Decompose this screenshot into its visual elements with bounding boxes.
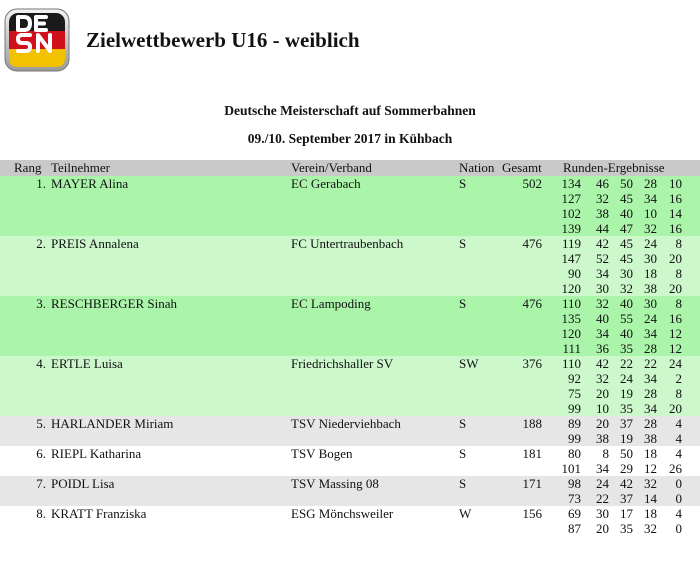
participant-cell: KRATT Franziska	[51, 506, 147, 521]
results-table	[0, 160, 700, 536]
round-score-cell: 40	[620, 326, 633, 341]
round-score-cell: 32	[644, 221, 657, 236]
round-score-cell: 8	[675, 266, 682, 281]
total-cell: 376	[522, 356, 542, 371]
round-line	[0, 341, 700, 356]
round-score-cell: 42	[596, 356, 609, 371]
round-score-cell: 30	[644, 296, 657, 311]
round-score-cell: 20	[596, 416, 609, 431]
round-score-cell: 139	[561, 221, 581, 236]
table-row	[0, 446, 700, 476]
round-line	[0, 251, 700, 266]
total-cell: 502	[522, 176, 542, 191]
round-line	[0, 326, 700, 341]
round-score-cell: 45	[620, 251, 633, 266]
round-score-cell: 18	[644, 506, 657, 521]
round-score-cell: 37	[620, 416, 633, 431]
round-score-cell: 16	[669, 311, 682, 326]
round-score-cell: 24	[644, 311, 657, 326]
nation-cell: SW	[459, 356, 479, 371]
event-date-place: 09./10. September 2017 in Kühbach	[247, 131, 453, 146]
nation-cell: W	[459, 506, 472, 521]
round-score-cell: 20	[669, 401, 682, 416]
round-score-cell: 4	[675, 431, 682, 446]
round-score-cell: 127	[561, 191, 581, 206]
page-header	[0, 0, 700, 80]
round-score-cell: 10	[644, 206, 657, 221]
round-score-cell: 102	[561, 206, 581, 221]
club-cell: Friedrichshaller SV	[291, 356, 394, 371]
round-score-cell: 32	[620, 281, 633, 296]
total-cell: 181	[522, 446, 542, 461]
round-score-cell: 45	[620, 236, 633, 251]
round-score-cell: 20	[669, 251, 682, 266]
round-score-cell: 32	[644, 521, 657, 536]
round-line	[0, 176, 700, 191]
round-score-cell: 32	[596, 191, 609, 206]
round-score-cell: 34	[596, 266, 609, 281]
round-line	[0, 236, 700, 251]
round-score-cell: 101	[561, 461, 581, 476]
round-score-cell: 22	[596, 491, 609, 506]
round-score-cell: 34	[644, 326, 657, 341]
round-score-cell: 22	[620, 356, 633, 371]
round-score-cell: 38	[596, 431, 609, 446]
table-row	[0, 476, 700, 506]
round-score-cell: 18	[644, 446, 657, 461]
desn-logo	[4, 8, 70, 72]
round-score-cell: 80	[568, 446, 581, 461]
round-score-cell: 42	[620, 476, 633, 491]
rank-cell: 3.	[36, 296, 46, 311]
round-line	[0, 446, 700, 461]
round-score-cell: 20	[596, 386, 609, 401]
round-score-cell: 12	[669, 326, 682, 341]
round-score-cell: 4	[675, 416, 682, 431]
club-cell: ESG Mönchsweiler	[291, 506, 394, 521]
round-line	[0, 296, 700, 311]
round-score-cell: 92	[568, 371, 581, 386]
participant-cell: PREIS Annalena	[51, 236, 139, 251]
round-score-cell: 135	[561, 311, 581, 326]
round-line	[0, 206, 700, 221]
table-header	[0, 160, 700, 176]
round-score-cell: 35	[620, 401, 633, 416]
round-line	[0, 461, 700, 476]
participant-cell: ERTLE Luisa	[51, 356, 123, 371]
round-score-cell: 110	[561, 356, 581, 371]
round-score-cell: 110	[561, 296, 581, 311]
column-header-nation: Nation	[459, 160, 495, 175]
round-line	[0, 281, 700, 296]
round-score-cell: 40	[620, 206, 633, 221]
round-score-cell: 98	[568, 476, 581, 491]
round-score-cell: 20	[596, 521, 609, 536]
round-score-cell: 50	[620, 446, 633, 461]
participant-cell: HARLANDER Miriam	[51, 416, 174, 431]
total-cell: 171	[522, 476, 542, 491]
round-score-cell: 26	[669, 461, 682, 476]
round-score-cell: 99	[568, 401, 581, 416]
column-header-total: Gesamt	[502, 160, 542, 175]
nation-cell: S	[459, 476, 467, 491]
round-score-cell: 8	[602, 446, 609, 461]
round-score-cell: 30	[620, 266, 633, 281]
table-row	[0, 176, 700, 236]
round-score-cell: 42	[596, 236, 609, 251]
table-row	[0, 236, 700, 296]
club-cell: EC Lampoding	[291, 296, 371, 311]
rank-cell: 5.	[36, 416, 46, 431]
total-cell: 476	[522, 296, 542, 311]
round-score-cell: 12	[669, 341, 682, 356]
column-header-rounds: Runden-Ergebnisse	[563, 160, 665, 175]
club-cell: TSV Niederviehbach	[291, 416, 401, 431]
round-line	[0, 311, 700, 326]
rank-cell: 1.	[36, 176, 46, 191]
round-score-cell: 18	[644, 266, 657, 281]
round-line	[0, 491, 700, 506]
round-score-cell: 10	[669, 176, 682, 191]
round-score-cell: 28	[644, 416, 657, 431]
page-title: Zielwettbewerb U16 - weiblich	[86, 28, 360, 52]
round-score-cell: 24	[596, 476, 609, 491]
round-score-cell: 36	[596, 341, 609, 356]
round-score-cell: 37	[620, 491, 633, 506]
round-score-cell: 34	[596, 461, 609, 476]
round-score-cell: 24	[669, 356, 682, 371]
participant-cell: POIDL Lisa	[51, 476, 115, 491]
round-score-cell: 17	[620, 506, 633, 521]
round-line	[0, 401, 700, 416]
round-score-cell: 111	[562, 341, 581, 356]
round-score-cell: 16	[669, 191, 682, 206]
round-score-cell: 52	[596, 251, 609, 266]
round-line	[0, 266, 700, 281]
round-score-cell: 32	[596, 371, 609, 386]
round-score-cell: 14	[669, 206, 682, 221]
round-score-cell: 46	[596, 176, 609, 191]
round-score-cell: 0	[675, 521, 682, 536]
round-score-cell: 120	[561, 326, 581, 341]
nation-cell: S	[459, 176, 467, 191]
participant-cell: RIEPL Katharina	[51, 446, 142, 461]
event-name: Deutsche Meisterschaft auf Sommerbahnen	[224, 103, 476, 118]
round-score-cell: 8	[675, 296, 682, 311]
club-cell: TSV Bogen	[291, 446, 353, 461]
round-score-cell: 30	[644, 251, 657, 266]
round-score-cell: 0	[675, 491, 682, 506]
round-score-cell: 28	[644, 386, 657, 401]
table-row	[0, 296, 700, 356]
round-score-cell: 0	[675, 476, 682, 491]
round-score-cell: 35	[620, 341, 633, 356]
round-score-cell: 28	[644, 176, 657, 191]
nation-cell: S	[459, 416, 467, 431]
round-line	[0, 356, 700, 371]
table-body	[0, 176, 700, 536]
round-score-cell: 69	[568, 506, 581, 521]
round-score-cell: 34	[596, 326, 609, 341]
round-score-cell: 8	[675, 236, 682, 251]
round-score-cell: 47	[620, 221, 633, 236]
round-score-cell: 119	[561, 236, 581, 251]
club-cell: EC Gerabach	[291, 176, 361, 191]
total-cell: 156	[522, 506, 542, 521]
round-score-cell: 147	[561, 251, 581, 266]
table-row	[0, 416, 700, 446]
round-line	[0, 506, 700, 521]
participant-cell: RESCHBERGER Sinah	[51, 296, 178, 311]
round-score-cell: 22	[644, 356, 657, 371]
round-score-cell: 40	[596, 311, 609, 326]
total-cell: 188	[522, 416, 542, 431]
round-score-cell: 32	[644, 476, 657, 491]
round-score-cell: 19	[620, 431, 633, 446]
round-score-cell: 55	[620, 311, 633, 326]
round-score-cell: 87	[568, 521, 581, 536]
round-score-cell: 30	[596, 281, 609, 296]
round-score-cell: 4	[675, 506, 682, 521]
round-score-cell: 16	[669, 221, 682, 236]
club-cell: FC Untertraubenbach	[291, 236, 404, 251]
round-score-cell: 34	[644, 401, 657, 416]
round-line	[0, 521, 700, 536]
round-score-cell: 29	[620, 461, 633, 476]
round-score-cell: 24	[620, 371, 633, 386]
round-line	[0, 386, 700, 401]
desn-logo-icon	[4, 8, 70, 72]
round-line	[0, 431, 700, 446]
round-score-cell: 40	[620, 296, 633, 311]
column-header-participant: Teilnehmer	[51, 160, 111, 175]
nation-cell: S	[459, 296, 467, 311]
round-score-cell: 12	[644, 461, 657, 476]
round-line	[0, 371, 700, 386]
round-score-cell: 120	[561, 281, 581, 296]
round-score-cell: 38	[596, 206, 609, 221]
round-score-cell: 73	[568, 491, 581, 506]
total-cell: 476	[522, 236, 542, 251]
round-score-cell: 30	[596, 506, 609, 521]
round-score-cell: 24	[644, 236, 657, 251]
rank-cell: 6.	[36, 446, 46, 461]
round-score-cell: 44	[596, 221, 609, 236]
round-score-cell: 34	[644, 371, 657, 386]
round-score-cell: 20	[669, 281, 682, 296]
round-score-cell: 35	[620, 521, 633, 536]
round-score-cell: 28	[644, 341, 657, 356]
rank-cell: 4.	[36, 356, 46, 371]
table-row	[0, 356, 700, 416]
round-score-cell: 10	[596, 401, 609, 416]
table-row	[0, 506, 700, 536]
round-score-cell: 50	[620, 176, 633, 191]
nation-cell: S	[459, 446, 467, 461]
round-score-cell: 38	[644, 281, 657, 296]
club-cell: TSV Massing 08	[291, 476, 379, 491]
round-score-cell: 14	[644, 491, 657, 506]
participant-cell: MAYER Alina	[51, 176, 129, 191]
rank-cell: 7.	[36, 476, 46, 491]
round-score-cell: 134	[561, 176, 581, 191]
round-score-cell: 19	[620, 386, 633, 401]
round-line	[0, 191, 700, 206]
round-line	[0, 476, 700, 491]
round-score-cell: 75	[568, 386, 581, 401]
round-score-cell: 8	[675, 386, 682, 401]
round-score-cell: 32	[596, 296, 609, 311]
round-score-cell: 4	[675, 446, 682, 461]
round-score-cell: 45	[620, 191, 633, 206]
column-header-rank: Rang	[14, 160, 42, 175]
round-line	[0, 221, 700, 236]
round-line	[0, 416, 700, 431]
round-score-cell: 90	[568, 266, 581, 281]
rank-cell: 2.	[36, 236, 46, 251]
round-score-cell: 34	[644, 191, 657, 206]
round-score-cell: 38	[644, 431, 657, 446]
nation-cell: S	[459, 236, 467, 251]
round-score-cell: 99	[568, 431, 581, 446]
round-score-cell: 2	[675, 371, 682, 386]
column-header-club: Verein/Verband	[291, 160, 372, 175]
rank-cell: 8.	[36, 506, 46, 521]
round-score-cell: 89	[568, 416, 581, 431]
